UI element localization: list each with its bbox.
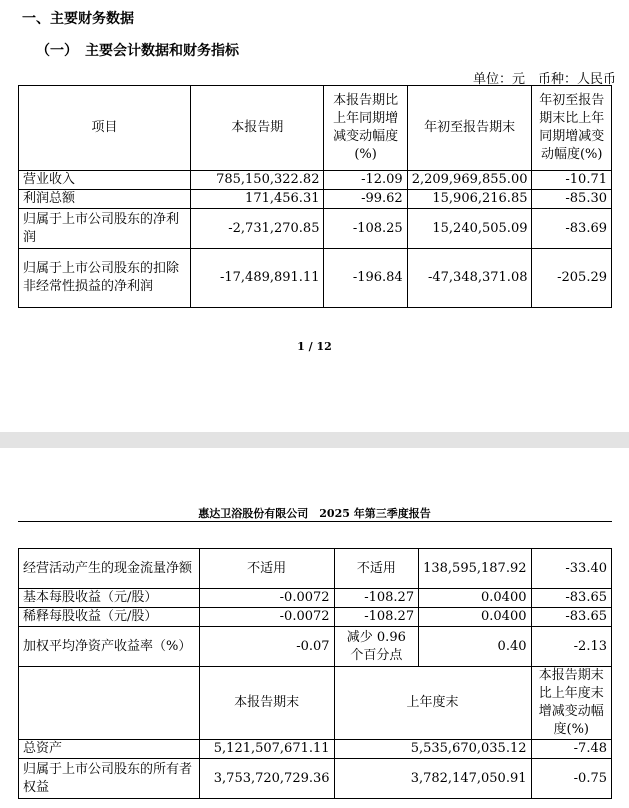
row-label: 归属于上市公司股东的扣除非经常性损益的净利润 xyxy=(19,249,191,308)
cell-value: 785,150,322.82 xyxy=(191,171,324,190)
subheader-prior-year-end: 上年度末 xyxy=(334,667,531,740)
cell-value: -2.13 xyxy=(531,627,612,667)
cell-value: -83.65 xyxy=(531,589,612,608)
cell-value: 3,753,720,729.36 xyxy=(199,759,334,799)
cell-value: 0.40 xyxy=(419,627,531,667)
cell-value: 15,906,216.85 xyxy=(407,190,532,209)
row-label: 基本每股收益（元/股） xyxy=(19,589,200,608)
cell-value: -7.48 xyxy=(531,740,612,759)
table-row xyxy=(19,171,612,190)
subheader-change: 本报告期末比上年度末增减变动幅度(%) xyxy=(531,667,612,740)
row-label: 营业收入 xyxy=(19,171,191,190)
table-row xyxy=(19,249,612,308)
subsection-title: （一） 主要会计数据和财务指标 xyxy=(36,43,239,59)
cell-value: 15,240,505.09 xyxy=(407,209,532,249)
header-current-change: 本报告期比上年同期增减变动幅度(%) xyxy=(324,86,407,171)
table-row xyxy=(19,759,612,799)
unit-line: 单位：元 币种：人民币 xyxy=(472,72,616,87)
cell-value: -0.0072 xyxy=(199,589,334,608)
header-current-period: 本报告期 xyxy=(191,86,324,171)
table-row xyxy=(19,589,612,608)
cell-value: 3,782,147,050.91 xyxy=(334,759,531,799)
row-label: 总资产 xyxy=(19,740,200,759)
header-ytd: 年初至报告期末 xyxy=(407,86,532,171)
table-row xyxy=(19,190,612,209)
row-label: 稀释每股收益（元/股） xyxy=(19,608,200,627)
header-ytd-change: 年初至报告期末比上年同期增减变动幅度(%) xyxy=(532,86,612,171)
subheader-period-end: 本报告期末 xyxy=(199,667,334,740)
cell-value: -83.69 xyxy=(532,209,612,249)
cell-value: -0.75 xyxy=(531,759,612,799)
table-row xyxy=(19,209,612,249)
cell-value: -0.07 xyxy=(199,627,334,667)
table-row xyxy=(19,740,612,759)
financial-data-table-continued xyxy=(18,548,612,799)
cell-value: 不适用 xyxy=(334,549,419,589)
section-title: 一、主要财务数据 xyxy=(22,11,134,27)
cell-value: 5,121,507,671.11 xyxy=(199,740,334,759)
table-row xyxy=(19,608,612,627)
table-row xyxy=(19,549,612,589)
subheader-blank xyxy=(19,667,200,740)
cell-value: -205.29 xyxy=(532,249,612,308)
running-header: 惠达卫浴股份有限公司 2025 年第三季度报告 xyxy=(198,507,431,520)
header-rule xyxy=(18,521,612,522)
cell-value: 138,595,187.92 xyxy=(419,549,531,589)
cell-value: -47,348,371.08 xyxy=(407,249,532,308)
cell-value: -0.0072 xyxy=(199,608,334,627)
cell-value: -83.65 xyxy=(531,608,612,627)
cell-value: -196.84 xyxy=(324,249,407,308)
cell-value: -17,489,891.11 xyxy=(191,249,324,308)
cell-value: 0.0400 xyxy=(419,589,531,608)
cell-value: -108.25 xyxy=(324,209,407,249)
page-2 xyxy=(0,448,629,808)
cell-value: -85.30 xyxy=(532,190,612,209)
cell-value: -10.71 xyxy=(532,171,612,190)
row-label: 利润总额 xyxy=(19,190,191,209)
table-row xyxy=(19,627,612,667)
cell-value: 171,456.31 xyxy=(191,190,324,209)
row-label: 加权平均净资产收益率（%） xyxy=(19,627,200,667)
row-label: 经营活动产生的现金流量净额 xyxy=(19,549,200,589)
table-subheader-row xyxy=(19,667,612,740)
financial-data-table xyxy=(18,85,612,308)
page-separator xyxy=(0,432,629,448)
cell-value: -99.62 xyxy=(324,190,407,209)
row-label: 归属于上市公司股东的净利润 xyxy=(19,209,191,249)
cell-value: -2,731,270.85 xyxy=(191,209,324,249)
cell-value: -12.09 xyxy=(324,171,407,190)
cell-value: 0.0400 xyxy=(419,608,531,627)
table-header-row xyxy=(19,86,612,171)
cell-value: 不适用 xyxy=(199,549,334,589)
cell-value: -108.27 xyxy=(334,589,419,608)
row-label: 归属于上市公司股东的所有者权益 xyxy=(19,759,200,799)
cell-value: 减少 0.96 个百分点 xyxy=(334,627,419,667)
cell-value: 2,209,969,855.00 xyxy=(407,171,532,190)
header-item: 项目 xyxy=(19,86,191,171)
cell-value: 5,535,670,035.12 xyxy=(334,740,531,759)
page-number: 1 / 12 xyxy=(297,340,332,353)
cell-value: -33.40 xyxy=(531,549,612,589)
cell-value: -108.27 xyxy=(334,608,419,627)
